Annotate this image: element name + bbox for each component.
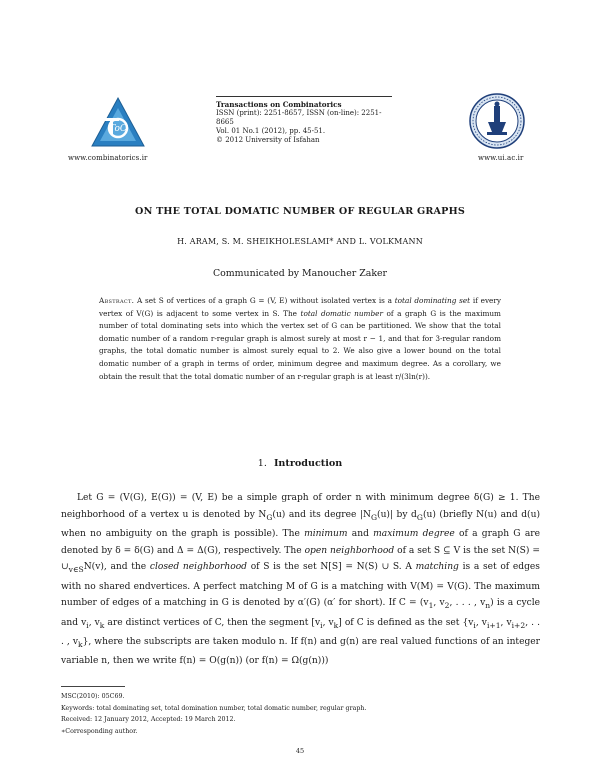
- received-note: Received: 12 January 2012, Accepted: 19 March 2012.: [61, 716, 236, 724]
- university-website[interactable]: www.ui.ac.ir: [478, 154, 524, 162]
- header-rule: [216, 96, 392, 97]
- abstract: [99, 295, 501, 383]
- section-number: 1.: [257, 458, 267, 469]
- logo-letters: ToC: [109, 124, 127, 134]
- copyright-line: © 2012 University of Isfahan: [216, 136, 320, 144]
- journal-info: [216, 100, 396, 145]
- toc-journal-logo: [90, 96, 146, 152]
- footnotes: [61, 691, 541, 737]
- abstract-term: total domatic number: [300, 308, 383, 318]
- issn-line: ISSN (print): 2251-8657, ISSN (on-line): 2251-8665: [216, 109, 382, 126]
- msc-note: MSC(2010): 05C69.: [61, 693, 125, 700]
- abstract-label: Abstract.: [99, 296, 135, 305]
- abstract-text: A set S of vertices of a graph G = (V, E) without isolated vertex is a: [137, 296, 392, 305]
- page-number: 45: [295, 747, 305, 755]
- paper-authors: H. ARAM, S. M. SHEIKHOLESLAMI* AND L. VOLKMANN: [177, 237, 423, 246]
- university-seal-icon: [468, 92, 526, 150]
- journal-title: Transactions on Combinatorics: [216, 100, 342, 109]
- paper-title: ON THE TOTAL DOMATIC NUMBER OF REGULAR GRAPHS: [135, 206, 465, 217]
- volume-line: Vol. 01 No.1 (2012), pp. 45-51.: [216, 127, 326, 135]
- footnote-rule: [61, 686, 125, 687]
- body-text: [61, 490, 540, 670]
- keywords-note: Keywords: total dominating set, total domination number, total domatic number, regular graph.: [61, 704, 367, 712]
- abstract-text: if every vertex of V(G) is adjacent to some vertex in S. The: [99, 296, 501, 318]
- communicated-by: Communicated by Manoucher Zaker: [212, 268, 388, 279]
- corresponding-author-note: ∗Corresponding author.: [61, 727, 138, 735]
- section-heading: [0, 458, 600, 469]
- intro-paragraph: Let G = (V(G), E(G)) = (V, E) be a simple graph of order n with minimum degree δ(G) ≥ 1. The neighborhood of a vertex u is denoted by $N_G(u)$ and its degree $|N_G(u)|$ by $d_G(u)$ (briefly N(u) and d(u) when no ambiguity on the graph is possible). The minimum and maximum degree of a graph G are denoted by δ = δ(G) and Δ = Δ(G), respectively. The open neighborhood of a set S ⊆ V is the set $N(S) = \cup_{v\in S}N(v)$, and the closed neighborhood of S is the set N[S] = N(S) ∪ S. A matching is a set of edges with no shared endvertices. A perfect matching M of G is a matching with V(M) = V(G). The maximum number of edges of a matching in G is denoted by α′(G) (α′ for short). If $C = (v_1$, $v_2$, . . . , $v_n$) is a cycle and $v_i$, $v_k$ are distinct vertices of C, then the segment [$v_i$, $v_k$] of C is defined as the set {$v_i$, $v_{i+1}$, $v_{i+2}$, . . . , $v_k$}, where the subscripts are taken modulo n. If f(n) and g(n) are real valued functions of an integer variable n, then we write f(n) = O(g(n)) (or f(n) = Ω(g(n))): [61, 493, 541, 667]
- abstract-text: of a graph G is the maximum number of total dominating sets into which the vertex set of G can be partitioned. We show that the total domatic number of a random r-regular graph is almost surely at most r − 1, and that for 3-regular random graphs, the total domatic number is almost surely equal to 2. We also give a lower bound on the total domatic number of a graph in terms of order, minimum degree and maximum degree. As a corollary, we obtain the result that the total domatic number of an r-regular graph is at least r/(3ln(r)).: [99, 308, 501, 381]
- section-title: Introduction: [273, 458, 343, 469]
- journal-website[interactable]: www.combinatorics.ir: [68, 154, 148, 162]
- abstract-term: total dominating set: [394, 296, 471, 305]
